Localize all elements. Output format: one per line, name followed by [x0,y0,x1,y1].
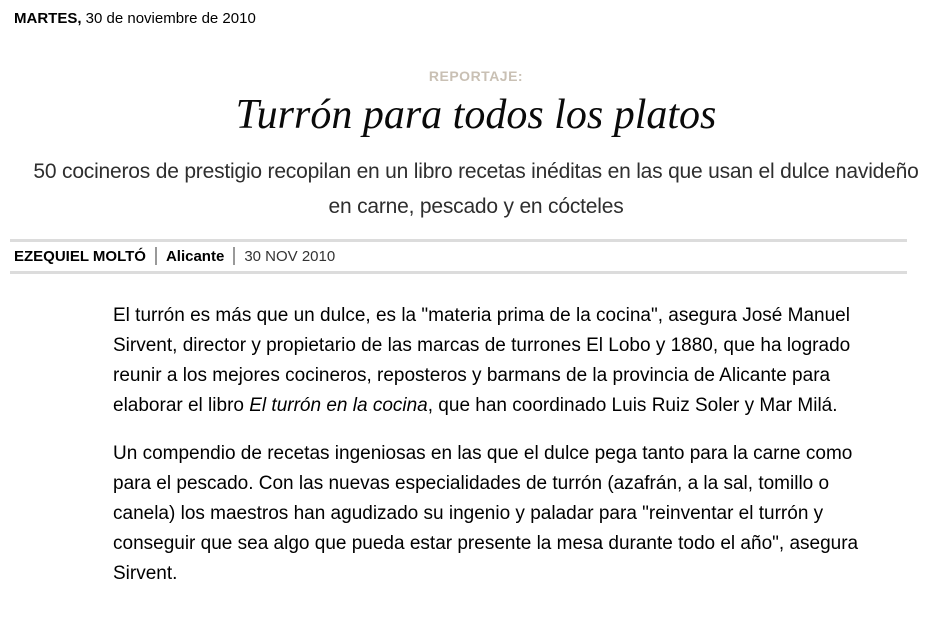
byline-location: Alicante [165,247,225,265]
paragraph-1-text-end: , que han coordinado Luis Ruiz Soler y Mar Milá. [427,395,838,417]
article-body [113,301,895,589]
byline-bar [10,239,907,274]
dateline-rest: 30 de noviembre de 2010 [81,10,256,27]
byline-date: 30 NOV 2010 [244,247,336,265]
dateline [14,10,952,27]
byline-separator [155,247,157,265]
section-kicker: REPORTAJE: [428,68,524,84]
paragraph-1 [113,301,895,421]
article-title: Turrón para todos los platos [235,92,717,138]
book-title: El turrón en la cocina [249,395,428,417]
paragraph-1-text: El turrón es más que un dulce, es la "materia prima de la cocina", asegura José Manuel Sirvent, director y propietario de las marcas de turrones El Lobo y 1880, que ha logrado reunir a los mejores cocineros, reposteros y barmans de la provincia de Alicante para elaborar el libro [113,305,851,417]
article-subtitle: 50 cocineros de prestigio recopilan en un libro recetas inéditas en las que usan el dulce navideño en carne, pescado y en cócteles [33,160,919,219]
byline-author: EZEQUIEL MOLTÓ [14,247,146,265]
paragraph-2: Un compendio de recetas ingeniosas en las que el dulce pega tanto para la carne como para el pescado. Con las nuevas especialidades de turrón (azafrán, a la sal, tomillo o canela) los maestros han agudizado su ingenio y paladar para "reinventar el turrón y conseguir que sea algo que pueda estar presente la mesa durante todo el año", asegura Sirvent. [113,443,859,585]
dateline-day: MARTES, [14,10,82,27]
byline-separator [233,247,235,265]
